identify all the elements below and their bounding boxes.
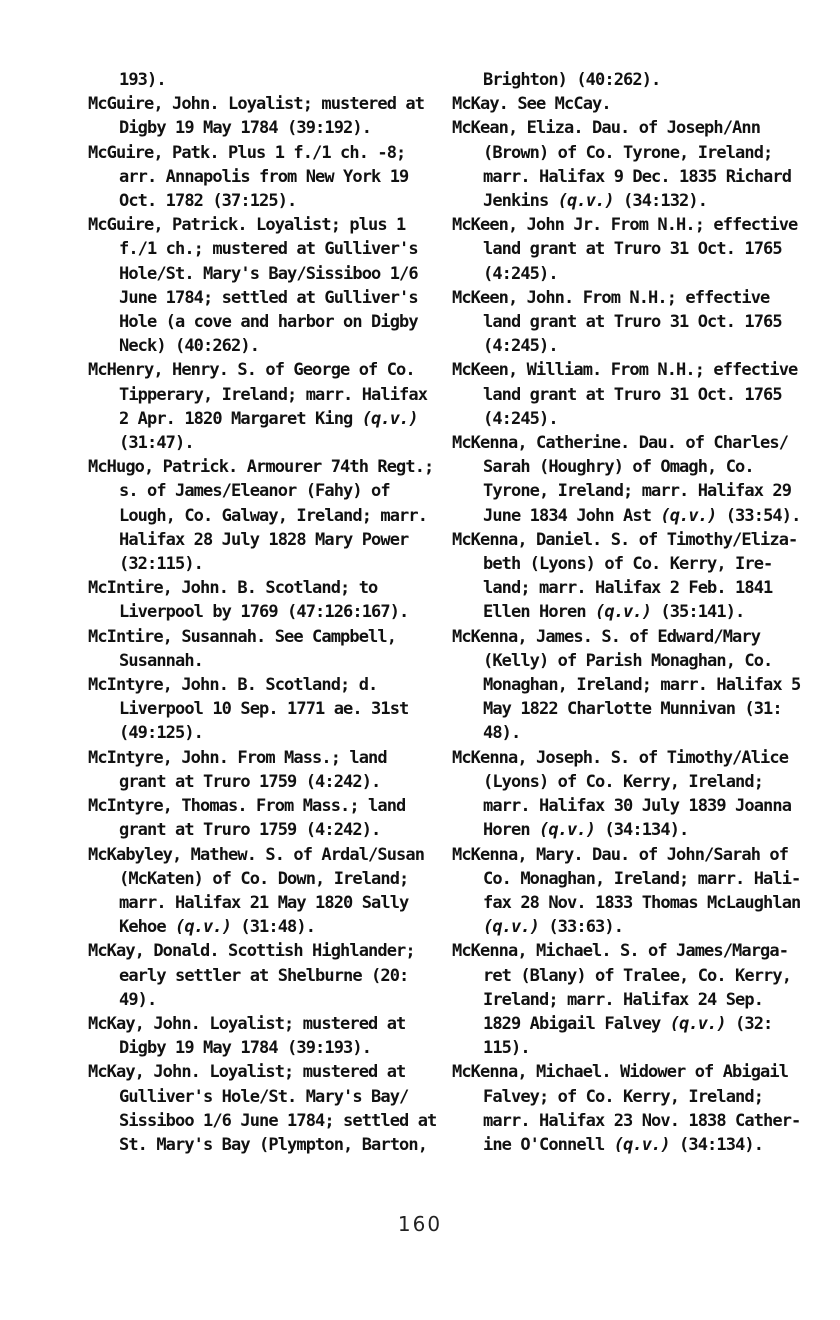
entry-line: Digby 19 May 1784 (39:192). — [119, 118, 372, 139]
index-entry — [452, 92, 822, 116]
entry-line: 49). — [119, 989, 157, 1010]
entry-line: land; marr. Halifax 2 Feb. 1841 — [483, 578, 773, 599]
entry-line: (Kelly) of Parish Monaghan, Co. — [483, 650, 773, 671]
entry-line: ine O'Connell (q.v.) (34:134). — [483, 1134, 764, 1155]
index-entry — [88, 92, 458, 140]
cross-reference: (q.v.) — [175, 917, 232, 938]
entry-line: Neck) (40:262). — [119, 336, 260, 357]
index-entry — [88, 1012, 458, 1060]
continued-entry — [452, 68, 822, 92]
index-entry — [88, 673, 458, 746]
entry-line: Hole (a cove and harbor on Digby — [119, 312, 418, 333]
entry-line: McKay, John. Loyalist; mustered at — [88, 1013, 406, 1034]
entry-line: (4:245). — [483, 263, 558, 284]
entry-line: McGuire, Patk. Plus 1 f./1 ch. -8; — [88, 142, 406, 163]
entry-line: Tipperary, Ireland; marr. Halifax — [119, 384, 428, 405]
entry-line: McIntyre, John. B. Scotland; d. — [88, 675, 378, 696]
entry-line: Sissiboo 1/6 June 1784; settled at — [119, 1110, 437, 1131]
left-column — [88, 68, 458, 1157]
entry-line: McIntyre, Thomas. From Mass.; land — [88, 796, 406, 817]
index-entry — [452, 358, 822, 431]
entry-line: early settler at Shelburne (20: — [119, 965, 409, 986]
index-entry — [88, 576, 458, 624]
entry-line: land grant at Truro 31 Oct. 1765 — [483, 312, 782, 333]
index-entry — [88, 455, 458, 576]
cross-reference: (q.v.) — [613, 1134, 670, 1155]
entry-line: land grant at Truro 31 Oct. 1765 — [483, 384, 782, 405]
cross-reference: (q.v.) — [483, 917, 540, 938]
index-entry — [452, 939, 822, 1060]
entry-line: (32:115). — [119, 554, 204, 575]
entry-line: marr. Halifax 21 May 1820 Sally — [119, 892, 409, 913]
entry-line: 2 Apr. 1820 Margaret King (q.v.) — [119, 408, 418, 429]
entry-line: Monaghan, Ireland; marr. Halifax 5 — [483, 675, 801, 696]
entry-line: McKay. See McCay. — [452, 94, 611, 115]
entry-line: McGuire, John. Loyalist; mustered at — [88, 94, 425, 115]
entry-line: (49:125). — [119, 723, 204, 744]
entry-line: marr. Halifax 30 July 1839 Joanna — [483, 796, 792, 817]
entry-line: 193). — [119, 70, 166, 90]
index-entry — [452, 286, 822, 359]
entry-line: (q.v.) (33:63). — [483, 917, 624, 938]
index-entry — [452, 431, 822, 528]
page-number: 160 — [397, 1212, 443, 1236]
entry-line: Hole/St. Mary's Bay/Sissiboo 1/6 — [119, 263, 418, 284]
entry-line: McKenna, Michael. Widower of Abigail — [452, 1062, 789, 1083]
entry-line: s. of James/Eleanor (Fahy) of — [119, 481, 390, 502]
entry-line: 115). — [483, 1038, 530, 1059]
entry-line: Oct. 1782 (37:125). — [119, 191, 297, 212]
entry-line: grant at Truro 1759 (4:242). — [119, 771, 381, 792]
cross-reference: (q.v.) — [660, 505, 717, 526]
entry-line: 1829 Abigail Falvey (q.v.) (32: — [483, 1013, 773, 1034]
entry-line: McKenna, Daniel. S. of Timothy/Eliza- — [452, 529, 798, 550]
cross-reference: (q.v.) — [557, 191, 614, 212]
entry-line: grant at Truro 1759 (4:242). — [119, 820, 381, 841]
entry-line: McKenna, Catherine. Dau. of Charles/ — [452, 433, 789, 454]
cross-reference: (q.v.) — [595, 602, 652, 623]
entry-line: (4:245). — [483, 408, 558, 429]
entry-line: Ireland; marr. Halifax 24 Sep. — [483, 989, 764, 1010]
entry-line: McGuire, Patrick. Loyalist; plus 1 — [88, 215, 406, 236]
entry-line: (Brown) of Co. Tyrone, Ireland; — [483, 142, 773, 163]
entry-line: McIntire, Susannah. See Campbell, — [88, 626, 397, 647]
entry-line: Liverpool by 1769 (47:126:167). — [119, 602, 409, 623]
entry-line: McKeen, John. From N.H.; effective — [452, 287, 770, 308]
entry-line: McKay, John. Loyalist; mustered at — [88, 1062, 406, 1083]
entry-line: Lough, Co. Galway, Ireland; marr. — [119, 505, 428, 526]
entry-line: Sarah (Houghry) of Omagh, Co. — [483, 457, 754, 478]
entry-line: McKenna, James. S. of Edward/Mary — [452, 626, 761, 647]
entry-line: Co. Monaghan, Ireland; marr. Hali- — [483, 868, 801, 889]
entry-line: McKay, Donald. Scottish Highlander; — [88, 941, 415, 962]
entry-line: Jenkins (q.v.) (34:132). — [483, 191, 708, 212]
index-entry — [452, 746, 822, 843]
index-entry — [88, 213, 458, 358]
entry-line: McKabyley, Mathew. S. of Ardal/Susan — [88, 844, 425, 865]
entry-line: arr. Annapolis from New York 19 — [119, 166, 409, 187]
entry-line: May 1822 Charlotte Munnivan (31: — [483, 699, 782, 720]
continued-entry — [88, 68, 458, 92]
cross-reference: (q.v.) — [669, 1013, 726, 1034]
entry-line: marr. Halifax 9 Dec. 1835 Richard — [483, 166, 792, 187]
entry-line: McHugo, Patrick. Armourer 74th Regt.; — [88, 457, 434, 478]
entry-line: Kehoe (q.v.) (31:48). — [119, 917, 316, 938]
entry-line: McHenry, Henry. S. of George of Co. — [88, 360, 415, 381]
index-entry — [88, 141, 458, 214]
entry-line: Liverpool 10 Sep. 1771 ae. 31st — [119, 699, 409, 720]
entry-line: Halifax 28 July 1828 Mary Power — [119, 529, 409, 550]
entry-line: McKeen, William. From N.H.; effective — [452, 360, 798, 381]
entry-line: Falvey; of Co. Kerry, Ireland; — [483, 1086, 764, 1107]
entry-line: marr. Halifax 23 Nov. 1838 Cather- — [483, 1110, 801, 1131]
entry-line: fax 28 Nov. 1833 Thomas McLaughlan — [483, 892, 801, 913]
cross-reference: (q.v.) — [361, 408, 418, 429]
index-entry — [88, 794, 458, 842]
entry-line: Brighton) (40:262). — [483, 70, 661, 90]
entry-line: June 1834 John Ast (q.v.) (33:54). — [483, 505, 801, 526]
entry-line: land grant at Truro 31 Oct. 1765 — [483, 239, 782, 260]
entry-line: beth (Lyons) of Co. Kerry, Ire- — [483, 554, 773, 575]
index-entry — [88, 843, 458, 940]
index-entry — [88, 625, 458, 673]
entry-line: McKenna, Joseph. S. of Timothy/Alice — [452, 747, 789, 768]
entry-line: St. Mary's Bay (Plympton, Barton, — [119, 1134, 428, 1155]
index-entry — [452, 213, 822, 286]
index-entry — [88, 358, 458, 455]
entry-line: 48). — [483, 723, 521, 744]
entry-line: McKean, Eliza. Dau. of Joseph/Ann — [452, 118, 761, 139]
entry-line: Digby 19 May 1784 (39:193). — [119, 1038, 372, 1059]
cross-reference: (q.v.) — [539, 820, 596, 841]
entry-line: Tyrone, Ireland; marr. Halifax 29 — [483, 481, 792, 502]
index-entry — [452, 843, 822, 940]
index-entry — [88, 939, 458, 1012]
entry-line: (31:47). — [119, 433, 194, 454]
index-entry — [452, 116, 822, 213]
entry-line: (Lyons) of Co. Kerry, Ireland; — [483, 771, 764, 792]
entry-line: (McKaten) of Co. Down, Ireland; — [119, 868, 409, 889]
entry-line: f./1 ch.; mustered at Gulliver's — [119, 239, 418, 260]
index-entry — [452, 528, 822, 625]
entry-line: McKenna, Michael. S. of James/Marga- — [452, 941, 789, 962]
index-entry — [88, 1060, 458, 1157]
entry-line: McIntyre, John. From Mass.; land — [88, 747, 387, 768]
right-column — [452, 68, 822, 1157]
entry-line: Gulliver's Hole/St. Mary's Bay/ — [119, 1086, 409, 1107]
entry-line: Susannah. — [119, 650, 204, 671]
entry-line: June 1784; settled at Gulliver's — [119, 287, 418, 308]
index-entry — [452, 625, 822, 746]
index-entry — [452, 1060, 822, 1157]
entry-line: ret (Blany) of Tralee, Co. Kerry, — [483, 965, 792, 986]
entry-line: McKeen, John Jr. From N.H.; effective — [452, 215, 798, 236]
index-entry — [88, 746, 458, 794]
entry-line: (4:245). — [483, 336, 558, 357]
entry-line: McIntire, John. B. Scotland; to — [88, 578, 378, 599]
entry-line: McKenna, Mary. Dau. of John/Sarah of — [452, 844, 789, 865]
entry-line: Ellen Horen (q.v.) (35:141). — [483, 602, 745, 623]
entry-line: Horen (q.v.) (34:134). — [483, 820, 689, 841]
